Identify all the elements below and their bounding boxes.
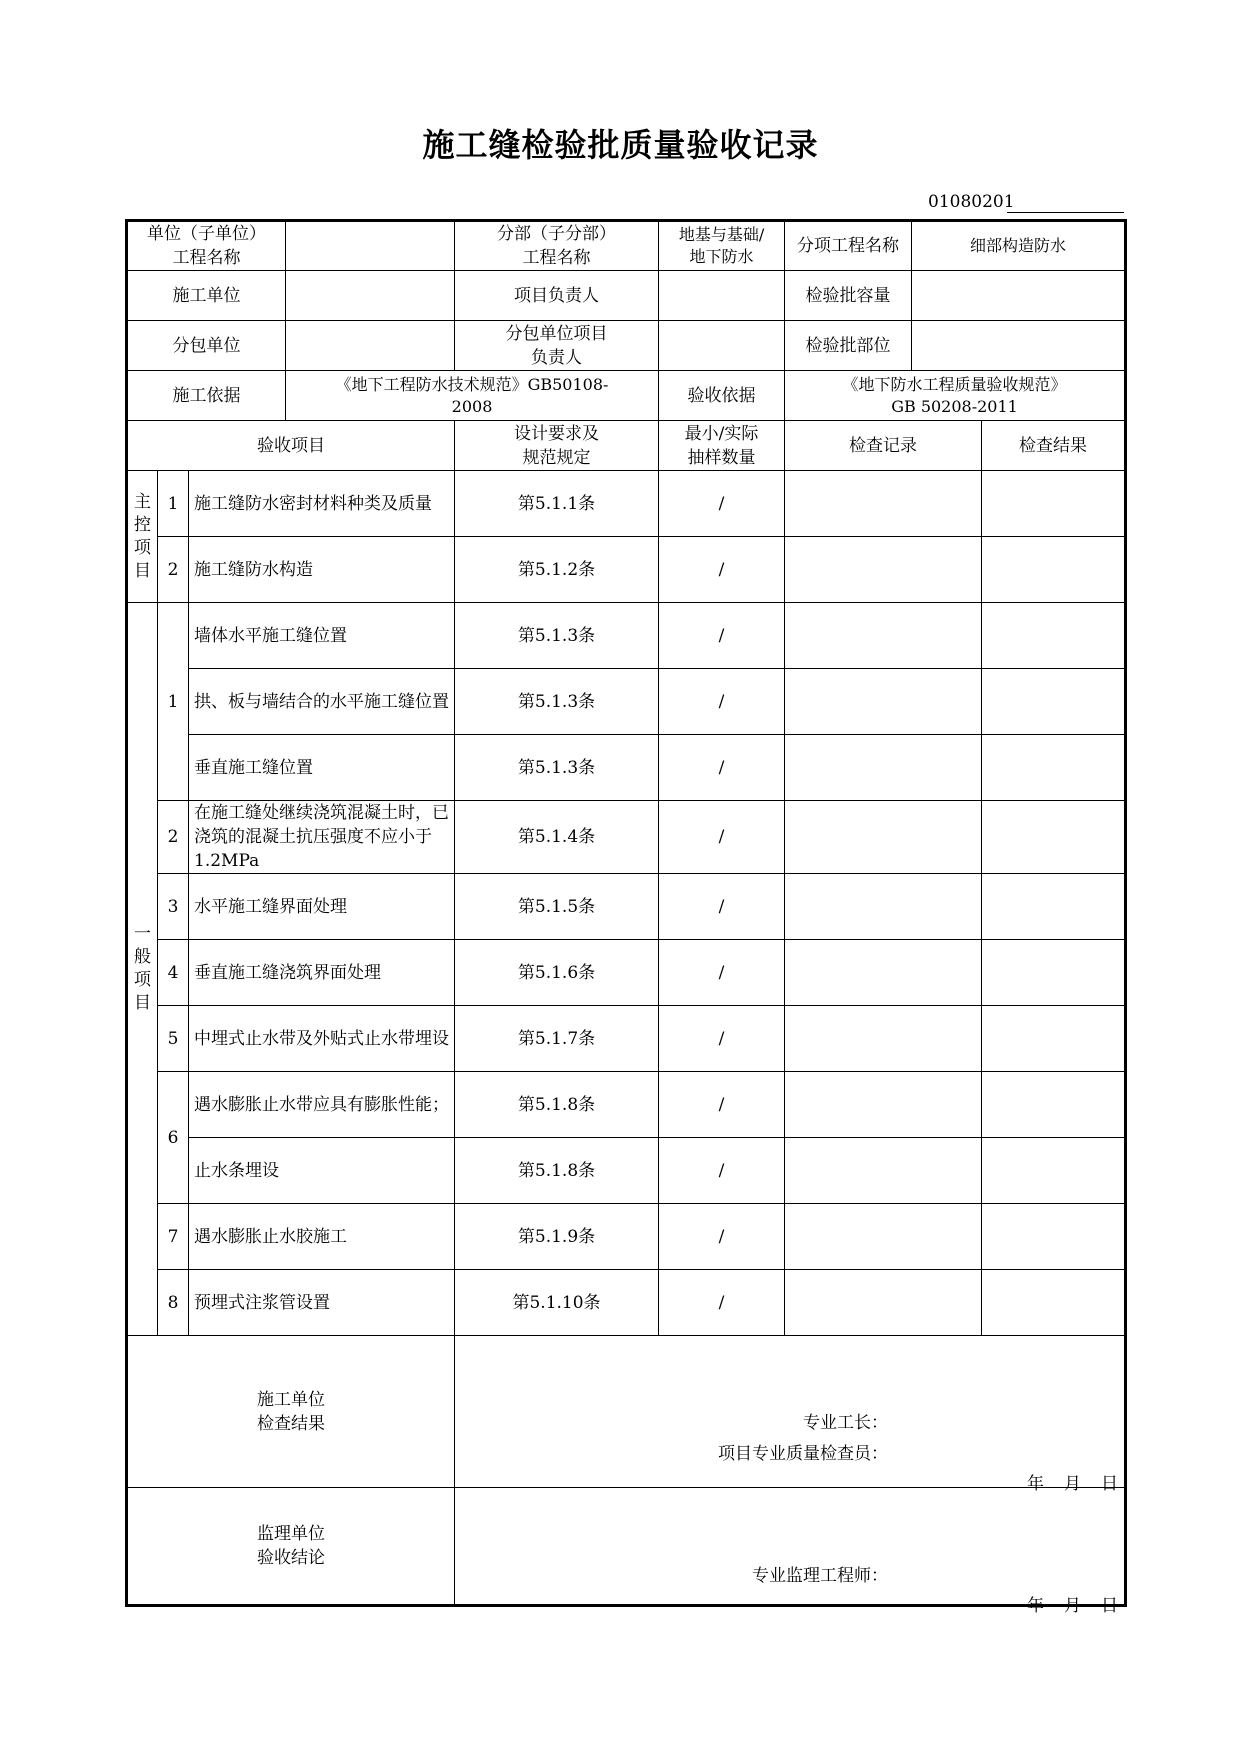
- item-spec: 第5.1.1条: [455, 471, 659, 537]
- table-row: [127, 471, 1126, 537]
- item-result[interactable]: [982, 537, 1126, 603]
- item-sample[interactable]: /: [659, 1072, 785, 1138]
- item-number: 4: [158, 940, 189, 1006]
- item-number: 5: [158, 1006, 189, 1072]
- header-row-1: [127, 221, 1126, 271]
- subitem-name-label: 分项工程名称: [785, 221, 912, 271]
- item-record[interactable]: [785, 735, 982, 801]
- item-name: 施工缝防水密封材料种类及质量: [189, 471, 455, 537]
- item-name: 墙体水平施工缝位置: [189, 603, 455, 669]
- item-record[interactable]: [785, 1204, 982, 1270]
- item-spec: 第5.1.3条: [455, 603, 659, 669]
- item-spec: 第5.1.10条: [455, 1270, 659, 1336]
- supervising-engineer-label: 专业监理工程师：: [752, 1566, 889, 1586]
- form-code-underline: [1007, 212, 1124, 213]
- item-spec: 第5.1.8条: [455, 1072, 659, 1138]
- unit-name-value[interactable]: [286, 221, 455, 271]
- column-header-row: [127, 421, 1126, 471]
- table-row: [127, 669, 1126, 735]
- table-row: [127, 1006, 1126, 1072]
- unit-name-label: 单位（子单位） 工程名称: [127, 221, 286, 271]
- general-group-label: 一 般 项 目: [127, 603, 158, 1336]
- item-number: 8: [158, 1270, 189, 1336]
- item-result[interactable]: [982, 1270, 1126, 1336]
- item-spec: 第5.1.2条: [455, 537, 659, 603]
- batch-location-value[interactable]: [912, 321, 1126, 371]
- item-result[interactable]: [982, 603, 1126, 669]
- project-lead-label: 项目负责人: [455, 271, 659, 321]
- item-record[interactable]: [785, 603, 982, 669]
- main-control-group-label: 主 控 项 目: [127, 471, 158, 603]
- item-sample[interactable]: /: [659, 801, 785, 874]
- acceptance-basis-value[interactable]: 《地下防水工程质量验收规范》 GB 50208-2011: [785, 371, 1126, 421]
- item-number: 2: [158, 537, 189, 603]
- item-number: 1: [158, 603, 189, 801]
- item-name: 垂直施工缝浇筑界面处理: [189, 940, 455, 1006]
- sub-lead-label: 分包单位项目 负责人: [455, 321, 659, 371]
- batch-capacity-label: 检验批容量: [785, 271, 912, 321]
- item-record[interactable]: [785, 1072, 982, 1138]
- item-result[interactable]: [982, 1138, 1126, 1204]
- item-record[interactable]: [785, 1006, 982, 1072]
- item-number: 3: [158, 874, 189, 940]
- item-result[interactable]: [982, 669, 1126, 735]
- col-record-header: 检查记录: [785, 421, 982, 471]
- item-sample[interactable]: /: [659, 874, 785, 940]
- header-row-4: [127, 371, 1126, 421]
- item-record[interactable]: [785, 874, 982, 940]
- item-record[interactable]: [785, 669, 982, 735]
- basis-value[interactable]: 《地下工程防水技术规范》GB50108- 2008: [286, 371, 659, 421]
- col-result-header: 检查结果: [982, 421, 1126, 471]
- supervisor-date: 年 月 日: [1027, 1596, 1119, 1616]
- subcontractor-label: 分包单位: [127, 321, 286, 371]
- item-sample[interactable]: /: [659, 940, 785, 1006]
- item-sample[interactable]: /: [659, 669, 785, 735]
- item-sample[interactable]: /: [659, 471, 785, 537]
- item-name: 拱、板与墙结合的水平施工缝位置: [189, 669, 455, 735]
- form-code: 01080201: [928, 192, 1015, 212]
- item-name: 垂直施工缝位置: [189, 735, 455, 801]
- item-name: 预埋式注浆管设置: [189, 1270, 455, 1336]
- acceptance-basis-label: 验收依据: [659, 371, 785, 421]
- project-lead-value[interactable]: [659, 271, 785, 321]
- table-row: [127, 940, 1126, 1006]
- batch-location-label: 检验批部位: [785, 321, 912, 371]
- item-name: 施工缝防水构造: [189, 537, 455, 603]
- contractor-check-label: 施工单位 检查结果: [127, 1336, 455, 1488]
- item-sample[interactable]: /: [659, 1006, 785, 1072]
- table-row: [127, 874, 1126, 940]
- col-item-header: 验收项目: [127, 421, 455, 471]
- item-spec: 第5.1.3条: [455, 669, 659, 735]
- inspection-form: [125, 219, 1127, 1616]
- table-row: [127, 1138, 1126, 1204]
- contractor-label: 施工单位: [127, 271, 286, 321]
- supervisor-check-row: [127, 1488, 1126, 1606]
- contractor-value[interactable]: [286, 271, 455, 321]
- item-record[interactable]: [785, 801, 982, 874]
- batch-capacity-value[interactable]: [912, 271, 1126, 321]
- item-result[interactable]: [982, 735, 1126, 801]
- item-number: 2: [158, 801, 189, 874]
- supervisor-check-label: 监理单位 验收结论: [127, 1488, 455, 1606]
- table-row: [127, 537, 1126, 603]
- item-spec: 第5.1.7条: [455, 1006, 659, 1072]
- item-spec: 第5.1.5条: [455, 874, 659, 940]
- basis-label: 施工依据: [127, 371, 286, 421]
- sub-lead-value[interactable]: [659, 321, 785, 371]
- col-sample-header: 最小/实际 抽样数量: [659, 421, 785, 471]
- item-name: 遇水膨胀止水胶施工: [189, 1204, 455, 1270]
- item-spec: 第5.1.8条: [455, 1138, 659, 1204]
- item-number: 7: [158, 1204, 189, 1270]
- subcontractor-value[interactable]: [286, 321, 455, 371]
- item-sample[interactable]: /: [659, 735, 785, 801]
- contractor-check-area[interactable]: [455, 1336, 1126, 1494]
- item-record[interactable]: [785, 1138, 982, 1204]
- table-row: [127, 1072, 1126, 1138]
- item-number: 1: [158, 471, 189, 537]
- item-name: 遇水膨胀止水带应具有膨胀性能；: [189, 1072, 455, 1138]
- item-sample[interactable]: /: [659, 1270, 785, 1336]
- item-record[interactable]: [785, 940, 982, 1006]
- item-result[interactable]: [982, 1006, 1126, 1072]
- header-row-2: [127, 271, 1126, 321]
- item-record[interactable]: [785, 537, 982, 603]
- table-row: [127, 1204, 1126, 1270]
- item-result[interactable]: [982, 471, 1126, 537]
- table-row: [127, 801, 1126, 874]
- quality-inspector-label: 项目专业质量检查员：: [718, 1444, 889, 1464]
- item-record[interactable]: [785, 1270, 982, 1336]
- item-name: 中埋式止水带及外贴式止水带埋设: [189, 1006, 455, 1072]
- item-name: 止水条埋设: [189, 1138, 455, 1204]
- item-result[interactable]: [982, 940, 1126, 1006]
- col-spec-header: 设计要求及 规范规定: [455, 421, 659, 471]
- subitem-name-value[interactable]: 细部构造防水: [912, 221, 1126, 271]
- header-row-3: [127, 321, 1126, 371]
- item-spec: 第5.1.9条: [455, 1204, 659, 1270]
- item-sample[interactable]: /: [659, 1138, 785, 1204]
- item-spec: 第5.1.4条: [455, 801, 659, 874]
- item-result[interactable]: [982, 1204, 1126, 1270]
- division-name-label: 分部（子分部） 工程名称: [455, 221, 659, 271]
- item-spec: 第5.1.6条: [455, 940, 659, 1006]
- item-record[interactable]: [785, 471, 982, 537]
- item-name: 水平施工缝界面处理: [189, 874, 455, 940]
- page-title: 施工缝检验批质量验收记录: [422, 126, 819, 164]
- table-row: [127, 735, 1126, 801]
- supervisor-check-area[interactable]: [455, 1488, 1126, 1616]
- item-sample[interactable]: /: [659, 603, 785, 669]
- table-row: [127, 1270, 1126, 1336]
- foreman-label: 专业工长：: [803, 1413, 889, 1433]
- item-spec: 第5.1.3条: [455, 735, 659, 801]
- item-number: 6: [158, 1072, 189, 1204]
- item-result[interactable]: [982, 874, 1126, 940]
- item-sample[interactable]: /: [659, 1204, 785, 1270]
- contractor-date: 年 月 日: [1027, 1474, 1119, 1494]
- item-result[interactable]: [982, 801, 1126, 874]
- item-name: 在施工缝处继续浇筑混凝土时，已浇筑的混凝土抗压强度不应小于1.2MPa: [189, 801, 455, 874]
- item-result[interactable]: [982, 1072, 1126, 1138]
- table-row: [127, 603, 1126, 669]
- contractor-check-row: [127, 1336, 1126, 1488]
- item-sample[interactable]: /: [659, 537, 785, 603]
- division-name-value[interactable]: 地基与基础/ 地下防水: [659, 221, 785, 271]
